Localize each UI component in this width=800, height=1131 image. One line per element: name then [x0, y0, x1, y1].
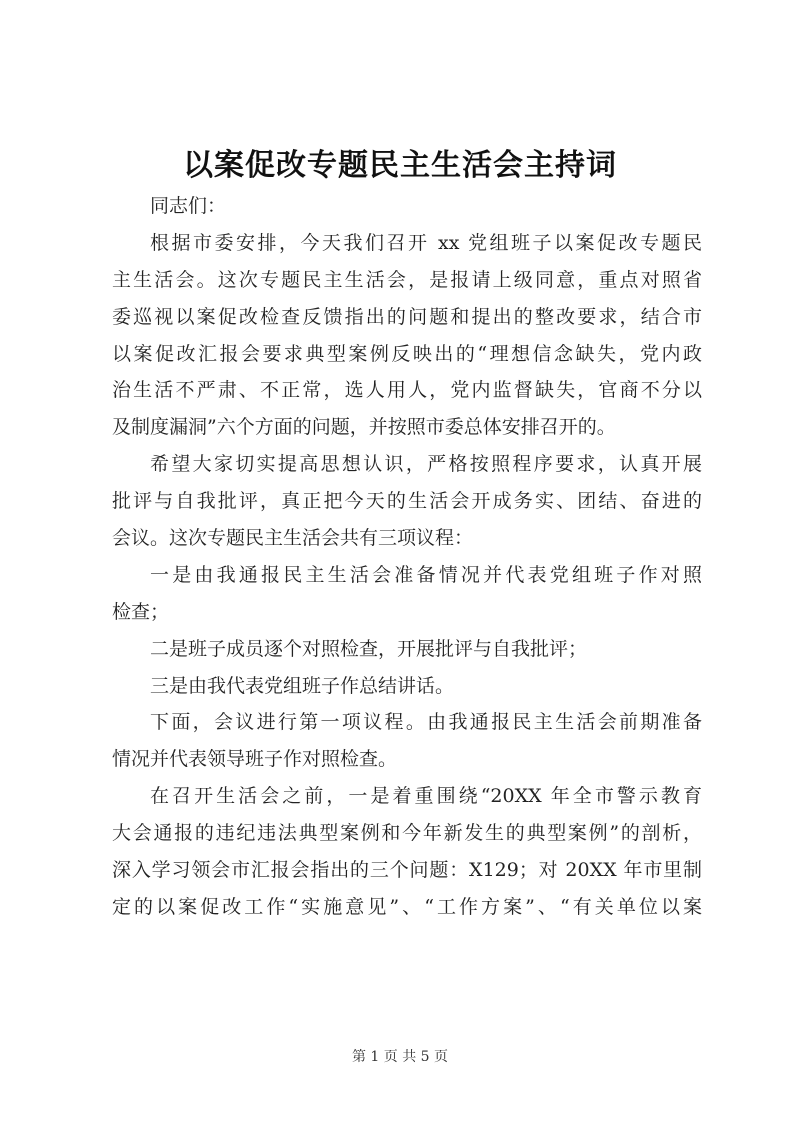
text-line: 及制度漏洞”六个方面的问题，并按照市委总体安排召开的。	[112, 416, 616, 439]
text-line: 下面，会议进行第一项议程。由我通报民主生活会前期准备	[150, 711, 702, 734]
text-line: 二是班子成员逐个对照检查，开展批评与自我批评；	[150, 637, 588, 660]
text-line: 批评与自我批评，真正把今天的生活会开成务实、团结、奋进的	[112, 490, 702, 513]
text-line: 希望大家切实提高思想认识，严格按照程序要求，认真开展	[150, 453, 702, 476]
text-line: 主生活会。这次专题民主生活会，是报请上级同意，重点对照省	[112, 268, 702, 291]
text-line: 情况并代表领导班子作对照检查。	[112, 748, 398, 771]
text-line: 以案促改汇报会要求典型案例反映出的“理想信念缺失，党内政	[112, 342, 702, 365]
text-line: 会议。这次专题民主生活会共有三项议程：	[112, 527, 474, 550]
document-body	[112, 188, 702, 926]
text-line: 定的以案促改工作“实施意见”、“工作方案”、“有关单位以案	[112, 895, 702, 918]
text-line: 委巡视以案促改检查反馈指出的问题和提出的整改要求，结合市	[112, 305, 702, 328]
text-line: 深入学习领会市汇报会指出的三个问题：X129；对 20XX 年市里制	[112, 859, 702, 882]
text-line: 大会通报的违纪违法典型案例和今年新发生的典型案例”的剖析，	[112, 822, 702, 845]
page-number-footer: 第 1 页 共 5 页	[351, 1049, 449, 1065]
text-line: 同志们：	[150, 195, 227, 217]
text-line: 根据市委安排，今天我们召开 xx 党组班子以案促改专题民	[150, 231, 702, 254]
text-line: 治生活不严肃、不正常，选人用人，党内监督缺失，官商不分以	[112, 379, 702, 402]
document-title: 以案促改专题民主生活会主持词	[183, 148, 617, 183]
text-line: 检查；	[112, 600, 170, 623]
text-line: 三是由我代表党组班子作总结讲话。	[150, 674, 455, 697]
text-line: 在召开生活会之前，一是着重围绕“20XX 年全市警示教育	[150, 785, 702, 808]
text-line: 一是由我通报民主生活会准备情况并代表党组班子作对照	[150, 563, 702, 586]
